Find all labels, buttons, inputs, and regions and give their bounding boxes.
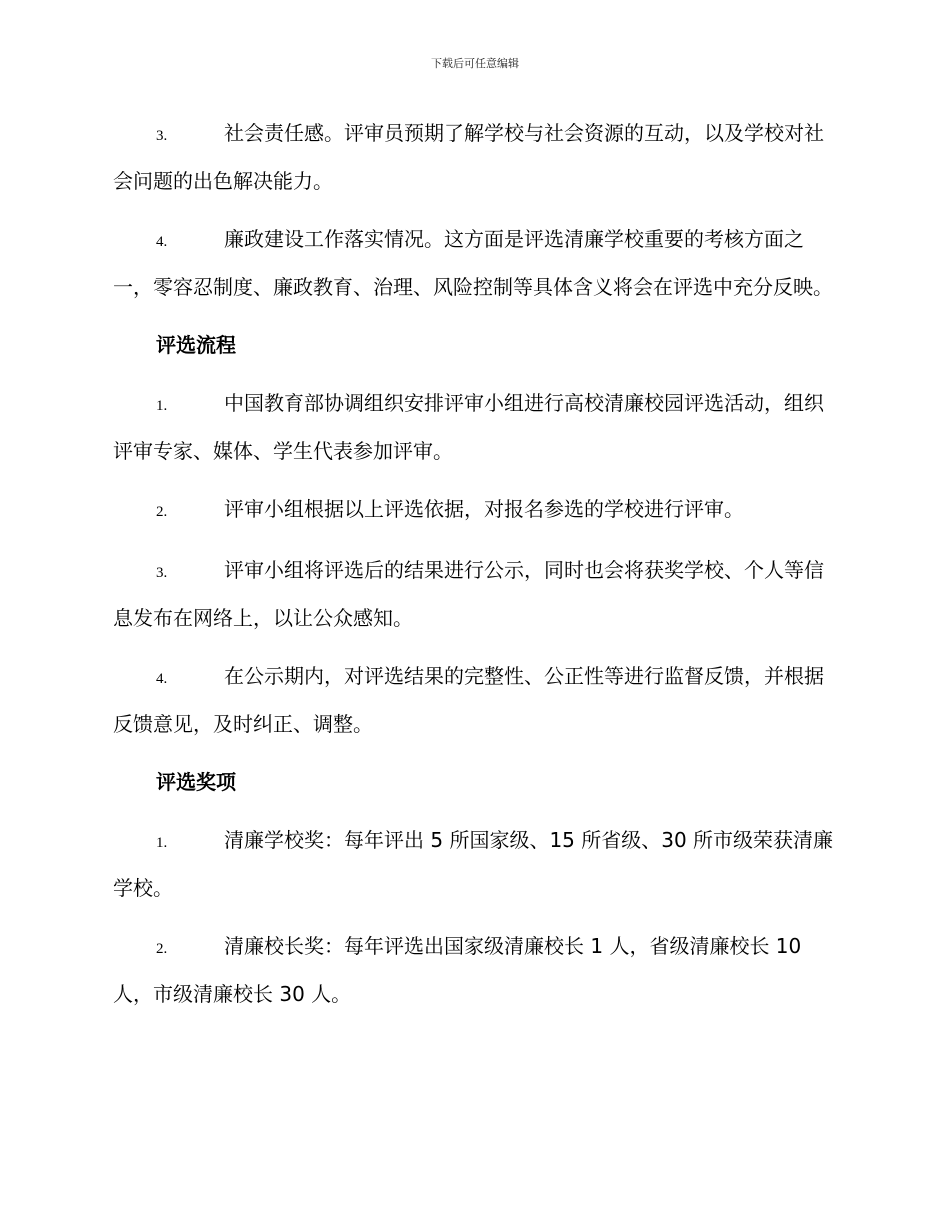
item-text: 评审小组将评选后的结果进行公示，同时也会将获奖学校、个人等信息发布在网络上，以让公众感知。 <box>113 558 824 630</box>
item-text: 在公示期内，对评选结果的完整性、公正性等进行监督反馈，并根据反馈意见，及时纠正、调整。 <box>113 664 824 736</box>
item-number: 1. <box>156 398 168 414</box>
item-text: 社会责任感。评审员预期了解学校与社会资源的互动，以及学校对社会问题的出色解决能力。 <box>113 121 824 193</box>
document-body <box>113 111 840 1030</box>
item-text: 清廉校长奖：每年评选出国家级清廉校长 1 人，省级清廉校长 10 人，市级清廉校长 30 人。 <box>113 934 802 1006</box>
item-text: 评审小组根据以上评选依据，对报名参选的学校进行评审。 <box>224 497 744 521</box>
item-text: 中国教育部协调组织安排评审小组进行高校清廉校园评选活动，组织评审专家、媒体、学生代表参加评审。 <box>113 391 824 463</box>
section-heading-awards: 评选奖项 <box>156 770 236 794</box>
item-number: 1. <box>156 835 168 851</box>
list-item <box>113 818 840 911</box>
item-text: 廉政建设工作落实情况。这方面是评选清廉学校重要的考核方面之一，零容忍制度、廉政教育、治理、风险控制等具体含义将会在评选中充分反映。 <box>113 227 833 299</box>
item-number: 3. <box>156 565 168 581</box>
item-number: 2. <box>156 504 168 520</box>
list-item <box>113 381 840 474</box>
item-number: 4. <box>156 671 168 687</box>
item-number: 3. <box>156 128 168 144</box>
list-item <box>113 217 840 310</box>
item-text: 清廉学校奖：每年评出 5 所国家级、15 所省级、30 所市级荣获清廉学校。 <box>113 828 834 900</box>
list-item <box>113 924 840 1017</box>
section-heading-process: 评选流程 <box>156 333 236 357</box>
list-item <box>113 111 840 204</box>
list-item <box>113 654 840 747</box>
item-number: 4. <box>156 234 168 250</box>
list-item <box>113 548 840 641</box>
page-header: 下载后可任意编辑 <box>431 57 519 70</box>
item-number: 2. <box>156 941 168 957</box>
list-item <box>113 487 840 535</box>
